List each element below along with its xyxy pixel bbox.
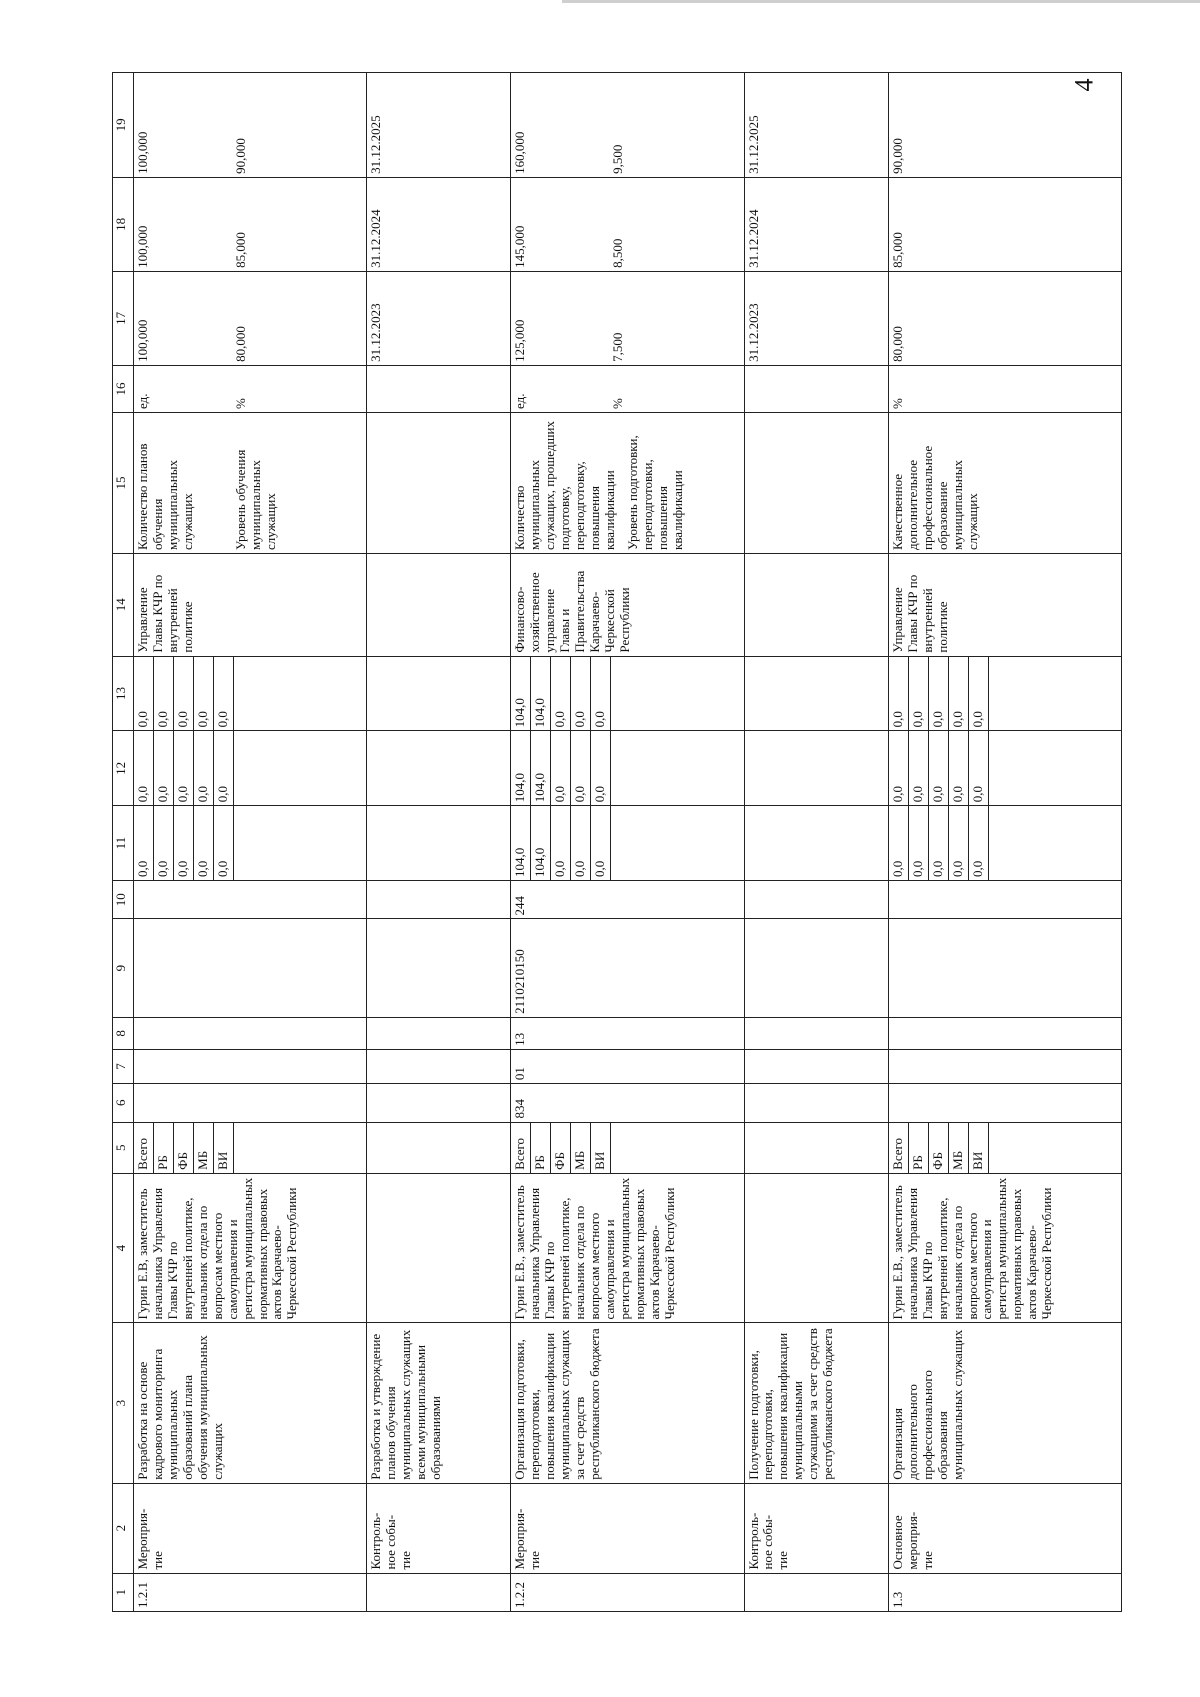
amount-year3 <box>134 656 367 731</box>
page-number: 4 <box>1069 78 1099 92</box>
empty-cell <box>367 919 511 1017</box>
amount-year3-item: 104,0 <box>531 657 551 731</box>
amount-year1-item: 0,0 <box>551 806 571 880</box>
control-event-row <box>367 73 511 1612</box>
empty-cell <box>367 731 511 806</box>
amount-year3-item: 0,0 <box>889 657 908 731</box>
indicator-value-year2: 8,500 <box>610 238 626 268</box>
funding-source-item: ВИ <box>591 1123 611 1173</box>
control-date: 31.12.2024 <box>744 177 888 271</box>
empty-cell <box>744 412 888 553</box>
indicator-names <box>511 412 744 553</box>
budget-code-rz <box>888 1049 1121 1083</box>
column-header: 7 <box>113 1049 134 1083</box>
indicator-name: Количество планов обучения муниципальных служащих <box>135 443 195 550</box>
indicator-year3 <box>511 73 744 178</box>
column-header: 18 <box>113 177 134 271</box>
row-id: 1.2.1 <box>134 1573 367 1611</box>
empty-cell <box>744 1017 888 1049</box>
empty-cell <box>367 806 511 881</box>
row-name: Получение подготовки, переподготовки, повышения квалификации муниципальными служащими за счет средств республиканского бюджета <box>744 1323 888 1483</box>
indicator-value-year2: 100,000 <box>135 225 150 268</box>
row-name: Организация подготовки, переподготовки, повышения квалификации муниципальных служащих за счет средств республиканского бюджета <box>511 1323 744 1483</box>
funding-source <box>888 1122 1121 1173</box>
empty-cell <box>744 1122 888 1173</box>
indicator-unit: % <box>889 398 905 409</box>
row-name: Организация дополнительного профессионального образования муниципальных служащих <box>888 1323 1121 1483</box>
funding-source-item: РБ <box>153 1123 173 1173</box>
column-header: 16 <box>113 365 134 412</box>
indicator-year2 <box>134 177 367 271</box>
empty-cell <box>367 881 511 919</box>
table-body <box>134 73 1122 1612</box>
funding-source-item: Всего <box>134 1123 153 1173</box>
indicator-year3 <box>134 73 367 178</box>
indicator-value-year1: 80,000 <box>889 326 905 362</box>
measure-row <box>511 73 744 1612</box>
amount-year1-item: 0,0 <box>928 806 948 880</box>
funding-source-item: ФБ <box>928 1123 948 1173</box>
indicator-names <box>134 412 367 553</box>
indicator-value-year1: 125,000 <box>512 319 528 362</box>
budget-code-csr <box>134 919 367 1017</box>
indicator-name: Качественное дополнительное профессиональное образование муниципальных служащих <box>889 445 980 550</box>
funding-source <box>511 1122 744 1173</box>
funding-source-item: ФБ <box>173 1123 193 1173</box>
indicator-units <box>511 365 744 412</box>
indicator-value-year3: 90,000 <box>233 138 248 174</box>
row-id <box>367 1573 511 1611</box>
column-header: 14 <box>113 554 134 657</box>
indicator-unit: % <box>610 398 626 409</box>
amount-year2 <box>134 731 367 806</box>
column-header: 12 <box>113 731 134 806</box>
budget-code-grbs <box>134 1084 367 1122</box>
indicator-unit: % <box>233 398 248 409</box>
empty-cell <box>744 731 888 806</box>
amount-year1-item: 104,0 <box>531 806 551 880</box>
indicator-value-year1: 80,000 <box>233 326 248 362</box>
row-kind: Мероприя- тие <box>511 1483 744 1573</box>
responsible-person: Гурин Е.В., заместитель начальника Управления Главы КЧР по внутренней политике, начальник отдела по вопросам местного самоуправления и регистра муниципальных нормативных правовых актов Карачаево-Черкесской Республики <box>888 1173 1121 1323</box>
indicator-value-year1: 100,000 <box>135 319 150 362</box>
amount-year3 <box>511 656 744 731</box>
amount-year2-item: 104,0 <box>511 731 530 805</box>
row-id: 1.2.2 <box>511 1573 744 1611</box>
measure-row <box>134 73 367 1612</box>
amount-year1-item: 0,0 <box>213 806 233 880</box>
empty-cell <box>744 919 888 1017</box>
column-header: 4 <box>113 1173 134 1323</box>
column-header: 11 <box>113 806 134 881</box>
column-header: 2 <box>113 1483 134 1573</box>
funding-source-item: Всего <box>511 1123 530 1173</box>
amount-year2-item: 0,0 <box>571 731 591 805</box>
amount-year1-item: 0,0 <box>968 806 988 880</box>
funding-source-item: МБ <box>948 1123 968 1173</box>
responsible-person: Гурин Е.В, заместитель начальника Управления Главы КЧР по внутренней политике, начальник отдела по вопросам местного самоуправления и регистра муниципальных нормативных правовых актов Карачаево-Черкесской Республики <box>134 1173 367 1323</box>
column-header: 19 <box>113 73 134 178</box>
budget-code-rz <box>134 1049 367 1083</box>
amount-year1-item: 104,0 <box>511 806 530 880</box>
row-id <box>744 1573 888 1611</box>
amount-year2-item: 0,0 <box>889 731 908 805</box>
amount-year2-item: 0,0 <box>551 731 571 805</box>
empty-cell <box>744 365 888 412</box>
amount-year2-item: 0,0 <box>968 731 988 805</box>
column-header: 10 <box>113 881 134 919</box>
empty-cell <box>367 554 511 657</box>
funding-source-item: РБ <box>908 1123 928 1173</box>
empty-cell <box>367 656 511 731</box>
executor: Финансово-хозяйственное управление Главы и Правительства Карачаево-Черкесской Республики <box>511 554 744 657</box>
budget-code-rz: 01 <box>511 1049 744 1083</box>
indicator-value-year2: 145,000 <box>512 225 528 268</box>
column-header: 6 <box>113 1084 134 1122</box>
column-header: 8 <box>113 1017 134 1049</box>
indicator-names <box>888 412 1121 553</box>
row-kind: Основное мероприя- тие <box>888 1483 1121 1573</box>
row-name: Разработка и утверждение планов обучения муниципальных служащих всеми муниципальными образованиями <box>367 1323 511 1483</box>
amount-year1-item: 0,0 <box>571 806 591 880</box>
funding-source-item: ВИ <box>968 1123 988 1173</box>
empty-cell <box>744 656 888 731</box>
amount-year2-item: 0,0 <box>134 731 153 805</box>
amount-year1-item: 0,0 <box>889 806 908 880</box>
indicator-year1 <box>888 271 1121 365</box>
row-id: 1.3 <box>888 1573 1121 1611</box>
executor: Управление Главы КЧР по внутренней политике <box>888 554 1121 657</box>
funding-source <box>134 1122 367 1173</box>
indicator-unit: ед. <box>135 393 150 409</box>
indicator-unit: ед. <box>512 393 528 409</box>
budget-code-vr <box>888 881 1121 919</box>
indicator-year1 <box>511 271 744 365</box>
funding-source-item: Всего <box>889 1123 908 1173</box>
control-date: 31.12.2024 <box>367 177 511 271</box>
rotated-table-container <box>112 72 1122 1612</box>
indicator-value-year2: 85,000 <box>889 232 905 268</box>
empty-cell <box>367 412 511 553</box>
column-header: 3 <box>113 1323 134 1483</box>
empty-cell <box>744 1173 888 1323</box>
budget-code-vr <box>134 881 367 919</box>
amount-year1-item: 0,0 <box>193 806 213 880</box>
indicator-value-year2: 85,000 <box>233 232 248 268</box>
amount-year3-item: 0,0 <box>591 657 611 731</box>
row-kind: Контроль- ное собы- тие <box>744 1483 888 1573</box>
indicator-units <box>134 365 367 412</box>
header-row <box>113 73 134 1612</box>
amount-year1 <box>134 806 367 881</box>
empty-cell <box>744 881 888 919</box>
amount-year3-item: 0,0 <box>571 657 591 731</box>
amount-year3-item: 0,0 <box>551 657 571 731</box>
column-header: 13 <box>113 656 134 731</box>
amount-year2-item: 0,0 <box>193 731 213 805</box>
control-date: 31.12.2023 <box>367 271 511 365</box>
empty-cell <box>367 365 511 412</box>
indicator-year3 <box>888 73 1121 178</box>
indicator-year1 <box>134 271 367 365</box>
funding-source-item: МБ <box>571 1123 591 1173</box>
control-event-row <box>744 73 888 1612</box>
amount-year3-item: 0,0 <box>928 657 948 731</box>
amount-year2-item: 0,0 <box>213 731 233 805</box>
executor: Управление Главы КЧР по внутренней политике <box>134 554 367 657</box>
amount-year1-item: 0,0 <box>908 806 928 880</box>
budget-code-csr: 2110210150 <box>511 919 744 1017</box>
responsible-person: Гурин Е.В., заместитель начальника Управления Главы КЧР по внутренней политике, начальник отдела по вопросам местного самоуправления и регистра муниципальных нормативных правовых актов Карачаево-Черкесской Республики <box>511 1173 744 1323</box>
funding-source-item: ФБ <box>551 1123 571 1173</box>
empty-cell <box>367 1122 511 1173</box>
indicator-value-year3: 160,000 <box>512 131 528 174</box>
amount-year3-item: 0,0 <box>134 657 153 731</box>
amount-year2-item: 0,0 <box>153 731 173 805</box>
amount-year3 <box>888 656 1121 731</box>
amount-year3-item: 0,0 <box>213 657 233 731</box>
program-table <box>112 72 1122 1612</box>
funding-source-item: МБ <box>193 1123 213 1173</box>
amount-year3-item: 0,0 <box>908 657 928 731</box>
indicator-name: Уровень обучения муниципальных служащих <box>233 449 278 550</box>
amount-year2-item: 0,0 <box>928 731 948 805</box>
empty-cell <box>367 1084 511 1122</box>
amount-year3-item: 0,0 <box>153 657 173 731</box>
amount-year1-item: 0,0 <box>153 806 173 880</box>
amount-year1 <box>888 806 1121 881</box>
amount-year3-item: 0,0 <box>193 657 213 731</box>
column-header: 15 <box>113 412 134 553</box>
indicator-year2 <box>888 177 1121 271</box>
row-kind: Контроль- ное собы- тие <box>367 1483 511 1573</box>
empty-cell <box>367 1049 511 1083</box>
amount-year1-item: 0,0 <box>591 806 611 880</box>
amount-year2-item: 0,0 <box>591 731 611 805</box>
indicator-value-year3: 100,000 <box>135 131 150 174</box>
budget-code-pr <box>134 1017 367 1049</box>
indicator-name: Уровень подготовки, переподготовки, повышения квалификации <box>624 435 685 550</box>
empty-cell <box>744 1049 888 1083</box>
amount-year2-item: 0,0 <box>908 731 928 805</box>
control-date: 31.12.2025 <box>744 73 888 178</box>
empty-cell <box>367 1173 511 1323</box>
amount-year1-item: 0,0 <box>173 806 193 880</box>
budget-code-vr: 244 <box>511 881 744 919</box>
amount-year2 <box>888 731 1121 806</box>
budget-code-grbs <box>888 1084 1121 1122</box>
indicator-name: Количество муниципальных служащих, прошедших подготовку, переподготовку, повышения квалификации <box>512 421 618 550</box>
indicator-value-year3: 90,000 <box>889 138 905 174</box>
amount-year2-item: 0,0 <box>948 731 968 805</box>
column-header: 17 <box>113 271 134 365</box>
amount-year1-item: 0,0 <box>948 806 968 880</box>
amount-year2 <box>511 731 744 806</box>
row-kind: Мероприя- тие <box>134 1483 367 1573</box>
amount-year3-item: 0,0 <box>968 657 988 731</box>
budget-code-csr <box>888 919 1121 1017</box>
amount-year1 <box>511 806 744 881</box>
budget-code-pr: 13 <box>511 1017 744 1049</box>
amount-year3-item: 104,0 <box>511 657 530 731</box>
budget-code-pr <box>888 1017 1121 1049</box>
scan-edge-line <box>562 0 1200 3</box>
column-header: 1 <box>113 1573 134 1611</box>
column-header: 9 <box>113 919 134 1017</box>
amount-year3-item: 0,0 <box>173 657 193 731</box>
indicator-value-year3: 9,500 <box>610 144 626 174</box>
empty-cell <box>744 1084 888 1122</box>
empty-cell <box>367 1017 511 1049</box>
amount-year1-item: 0,0 <box>134 806 153 880</box>
column-header: 5 <box>113 1122 134 1173</box>
indicator-year2 <box>511 177 744 271</box>
indicator-units <box>888 365 1121 412</box>
amount-year3-item: 0,0 <box>948 657 968 731</box>
amount-year2-item: 0,0 <box>173 731 193 805</box>
empty-cell <box>744 554 888 657</box>
measure-row <box>888 73 1121 1612</box>
empty-cell <box>744 806 888 881</box>
indicator-value-year1: 7,500 <box>610 332 626 362</box>
row-name: Разработка на основе кадрового мониторинга муниципальных образований плана обучения муниципальных служащих <box>134 1323 367 1483</box>
funding-source-item: РБ <box>531 1123 551 1173</box>
control-date: 31.12.2023 <box>744 271 888 365</box>
funding-source-item: ВИ <box>213 1123 233 1173</box>
budget-code-grbs: 834 <box>511 1084 744 1122</box>
control-date: 31.12.2025 <box>367 73 511 178</box>
amount-year2-item: 104,0 <box>531 731 551 805</box>
